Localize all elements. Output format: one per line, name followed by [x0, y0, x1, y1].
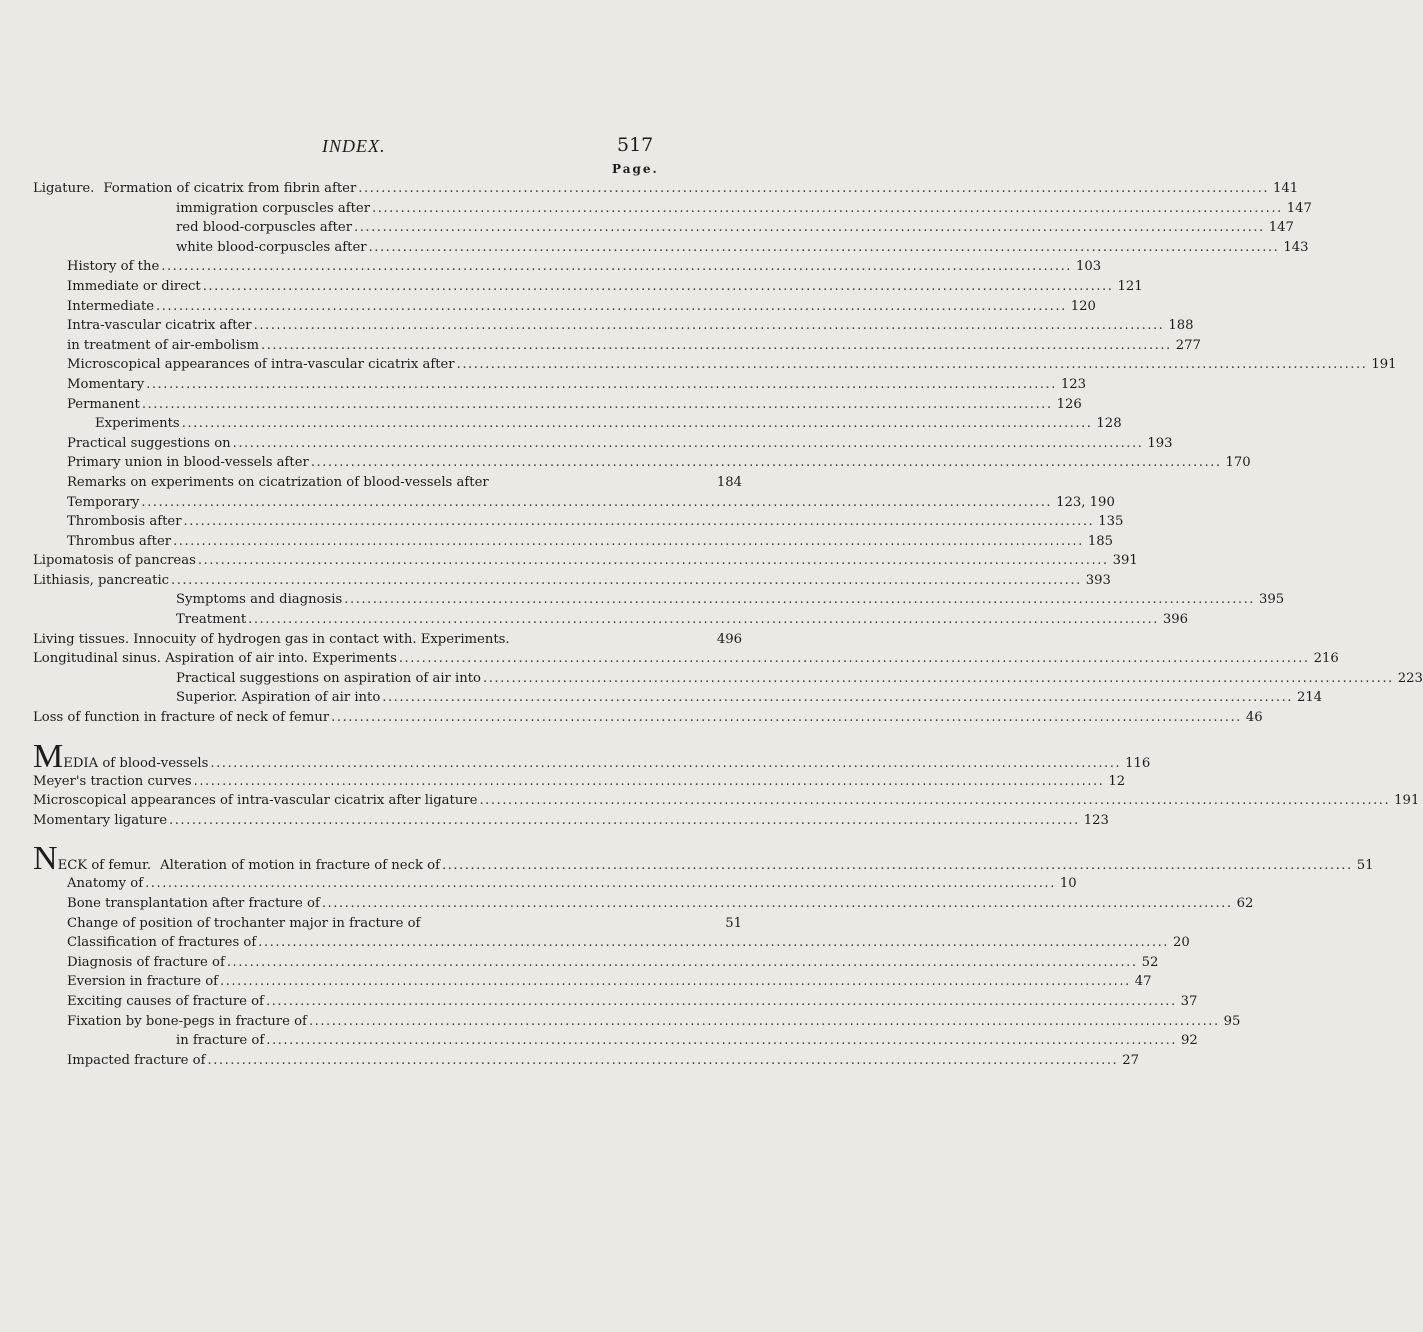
leader-dots: ................................................................................................................................................................ [265, 993, 1177, 1009]
leader-dots: ................................................................................................................................................................ [141, 494, 1053, 510]
index-entry [0, 876, 1077, 896]
index-entry [0, 475, 742, 495]
entry-heading: ECK of femur. [57, 858, 152, 874]
entry-text: Fixation by bone-pegs in fracture of [67, 1013, 307, 1029]
entry-text: Meyer's traction curves [33, 773, 192, 789]
entry-heading: Ligature. [33, 181, 95, 196]
index-entry [0, 318, 1194, 338]
index-entry [0, 494, 1115, 515]
entry-text: Momentary [67, 376, 145, 392]
entry-text: History of the [67, 259, 160, 275]
entry-page-number: 92 [1180, 1033, 1198, 1049]
entry-page-number: 103 [1076, 259, 1102, 275]
leader-dots: ................................................................................................................................................................ [220, 974, 1131, 990]
index-entry [0, 954, 1159, 975]
entry-page-number: 193 [1147, 435, 1173, 451]
leader-dots: ................................................................................................................................................................ [181, 416, 1093, 432]
leader-dots: ................................................................................................................................................................ [354, 220, 1265, 236]
index-entry [0, 200, 1312, 221]
entry-page-number: 143 [1283, 239, 1309, 255]
entry-text: in fracture of [176, 1033, 265, 1049]
index-entry [0, 690, 1323, 710]
index-entry [0, 812, 1109, 833]
entry-text: Microscopical appearances of intra-vascular cicatrix after [67, 357, 455, 373]
index-entry [0, 840, 1374, 878]
leader-dots: ................................................................................................................................................................ [372, 200, 1283, 216]
entry-page-number: 393 [1085, 572, 1111, 588]
leader-dots: ................................................................................................................................................................ [183, 514, 1095, 530]
leader-dots: ................................................................................................................................................................ [382, 690, 1293, 706]
leader-dots: ................................................................................................................................................................ [210, 755, 1122, 771]
entry-text: Lithiasis, pancreatic [33, 572, 170, 588]
entry-page-number: 62 [1236, 896, 1254, 911]
leader-dots: ................................................................................................................................................................ [146, 376, 1057, 392]
entry-page-number: 216 [1313, 651, 1339, 667]
leader-dots: ................................................................................................................................................................ [253, 318, 1165, 334]
leader-dots: ................................................................................................................................................................ [483, 670, 1394, 686]
entry-text: Change of position of trochanter major in fracture of [67, 915, 421, 931]
entry-page-number: 223 [1397, 670, 1423, 686]
index-entry [0, 793, 1420, 813]
entry-text: Alteration of motion in fracture of neck of [160, 858, 440, 874]
index-entry [0, 1052, 1139, 1073]
group-gap [0, 730, 800, 748]
entry-page-number: 10 [1059, 876, 1077, 892]
entry-page-number: 123 [1083, 812, 1109, 828]
page-number: 517 [617, 134, 654, 156]
entry-text: Living tissues. Innocuity of hydrogen gas in contact with. Experiments. [33, 631, 510, 647]
entry-text: Symptoms and diagnosis [176, 592, 343, 608]
entry-text: Immediate or direct [67, 278, 201, 294]
entry-page-number: 147 [1286, 200, 1312, 216]
entry-page-number: 396 [1162, 612, 1189, 628]
index-entry [0, 896, 1254, 916]
entry-text: Anatomy of [67, 876, 144, 892]
index-entry [0, 357, 1397, 377]
entry-page-number: 170 [1225, 455, 1251, 471]
index-entry [0, 553, 1138, 573]
entry-text: Thrombosis after [67, 514, 182, 530]
leader-dots: ................................................................................................................................................................ [308, 1013, 1220, 1029]
entry-page-number: 184 [716, 474, 742, 490]
entry-page-number: 391 [1112, 553, 1138, 569]
leader-dots: ................................................................................................................................................................ [310, 455, 1222, 471]
index-entry [0, 259, 1102, 279]
leader-dots: ................................................................................................................................................................ [169, 812, 1080, 828]
index-entry [0, 376, 1087, 397]
index-entry [0, 632, 742, 652]
index-entry [0, 572, 1111, 593]
leader-dots: ................................................................................................................................................................ [479, 793, 1391, 809]
entry-text: Lipomatosis of pancreas [33, 553, 196, 569]
drop-letter: M [33, 737, 64, 775]
entry-text: Temporary [67, 494, 140, 510]
entry-text: Diagnosis of fracture of [67, 954, 225, 970]
index-entry [0, 337, 1201, 358]
index-entry [0, 592, 1285, 612]
entry-text: Formation of cicatrix from fibrin after [103, 181, 357, 196]
group-gap [0, 832, 800, 850]
entry-text: Practical suggestions on aspiration of air into [176, 670, 481, 686]
index-entry [0, 773, 1126, 794]
index-entry [0, 935, 1190, 955]
leader-dots: ................................................................................................................................................................ [358, 181, 1270, 196]
entry-text: white blood-corpuscles after [176, 239, 367, 255]
leader-dots: ................................................................................................................................................................ [266, 1033, 1177, 1049]
leader-dots: ................................................................................................................................................................ [321, 896, 1233, 911]
entry-page-number: 20 [1172, 935, 1190, 951]
index-entry [0, 916, 742, 936]
entry-page-number: 496 [716, 631, 742, 647]
entry-page-number: 51 [725, 915, 742, 931]
entry-page-number: 121 [1117, 278, 1143, 294]
entry-text: Primary union in blood-vessels after [67, 455, 309, 471]
index-entry [0, 220, 1294, 240]
entry-page-number: 123, 190 [1056, 494, 1115, 510]
leader-dots: ................................................................................................................................................................ [248, 612, 1159, 628]
entry-text: Longitudinal sinus. Aspiration of air into. Experiments [33, 651, 397, 667]
leader-dots: ................................................................................................................................................................ [456, 357, 1368, 373]
entry-text: Permanent [67, 396, 140, 412]
entry-page-number: 214 [1297, 690, 1323, 706]
index-entry [0, 396, 1082, 417]
entry-text: Bone transplantation after fracture of [67, 896, 320, 911]
index-entry [0, 651, 1339, 671]
index-entry [0, 974, 1152, 994]
entry-page-number: 141 [1273, 181, 1299, 196]
index-entry [0, 514, 1124, 534]
index-entry [0, 455, 1251, 475]
index-entry [0, 435, 1173, 456]
index-entry [0, 1033, 1198, 1053]
entry-page-number: 51 [1356, 858, 1374, 874]
leader-dots: ................................................................................................................................................................ [344, 592, 1255, 608]
entry-page-number: 135 [1098, 514, 1124, 530]
entry-text: Exciting causes of fracture of [67, 993, 264, 1009]
entry-page-number: 128 [1096, 416, 1122, 432]
entry-page-number: 37 [1180, 993, 1198, 1009]
entry-page-number: 47 [1134, 974, 1152, 990]
leader-dots: ................................................................................................................................................................ [258, 935, 1169, 951]
leader-dots: ................................................................................................................................................................ [398, 651, 1310, 667]
entry-page-number: 120 [1070, 298, 1096, 314]
leader-dots: ................................................................................................................................................................ [232, 435, 1144, 451]
leader-dots: ................................................................................................................................................................ [441, 858, 1353, 874]
leader-dots: ................................................................................................................................................................ [226, 954, 1138, 970]
leader-dots: ................................................................................................................................................................ [207, 1052, 1119, 1068]
leader-dots: ................................................................................................................................................................ [202, 278, 1114, 294]
entry-text: EDIA of blood-vessels [63, 755, 209, 771]
entry-page-number: 147 [1268, 220, 1294, 236]
leader-dots: ................................................................................................................................................................ [368, 239, 1280, 255]
leader-dots: ................................................................................................................................................................ [171, 572, 1082, 588]
index-entry [0, 416, 1122, 436]
entry-page-number: 95 [1223, 1013, 1241, 1029]
index-entry [0, 1013, 1241, 1034]
entry-text: Thrombus after [67, 533, 172, 549]
entry-page-number: 52 [1141, 954, 1159, 970]
entry-text: Intermediate [67, 298, 155, 314]
leader-dots: ................................................................................................................................................................ [193, 773, 1105, 789]
index-entry [0, 993, 1198, 1014]
entry-page-number: 395 [1259, 592, 1285, 608]
page-column-label: Page. [612, 162, 659, 176]
entry-page-number: 123 [1060, 376, 1087, 392]
entry-text: Eversion in fracture of [67, 974, 219, 990]
index-entry [0, 737, 1151, 775]
entry-text: Impacted fracture of [67, 1052, 206, 1068]
entry-page-number: 185 [1087, 533, 1113, 549]
entry-page-number: 46 [1245, 710, 1263, 726]
entry-text: Loss of function in fracture of neck of femur [33, 710, 330, 726]
index-entry [0, 710, 1263, 730]
entry-page-number: 27 [1122, 1052, 1139, 1068]
entry-text: immigration corpuscles after [176, 200, 371, 216]
entry-text: Experiments [95, 416, 180, 432]
index-entry [0, 278, 1143, 299]
entry-text: Practical suggestions on [67, 435, 231, 451]
entry-page-number: 116 [1125, 755, 1151, 771]
entry-text: red blood-corpuscles after [176, 220, 353, 236]
entry-page-number: 188 [1168, 318, 1194, 334]
entry-text: Treatment [176, 612, 247, 628]
leader-dots: ................................................................................................................................................................ [331, 710, 1242, 726]
entry-text: Classification of fractures of [67, 935, 257, 951]
index-entry [0, 670, 1423, 691]
leader-dots: ................................................................................................................................................................ [156, 298, 1067, 314]
leader-dots: ................................................................................................................................................................ [173, 533, 1084, 549]
leader-dots: ................................................................................................................................................................ [261, 337, 1172, 353]
entry-page-number: 126 [1056, 396, 1082, 412]
entry-text: Momentary ligature [33, 812, 167, 828]
leader-dots: ................................................................................................................................................................ [161, 259, 1072, 275]
entry-text: Remarks on experiments on cicatrization of blood-vessels after [67, 474, 489, 490]
entry-text: Superior. Aspiration of air into [176, 690, 381, 706]
index-entry [0, 533, 1113, 554]
entry-text: Intra-vascular cicatrix after [67, 318, 252, 334]
entry-page-number: 191 [1394, 793, 1420, 809]
index-entry [0, 181, 1299, 201]
entry-page-number: 191 [1371, 357, 1397, 373]
index-entry [0, 298, 1096, 319]
entry-page-number: 12 [1108, 773, 1126, 789]
drop-letter: N [33, 840, 58, 878]
index-entries [0, 181, 1423, 1072]
entry-page-number: 277 [1175, 337, 1201, 353]
entry-text: Microscopical appearances of intra-vascular cicatrix after ligature [33, 793, 478, 809]
index-entry [0, 612, 1189, 632]
leader-dots: ................................................................................................................................................................ [141, 396, 1053, 412]
index-entry [0, 239, 1309, 260]
entry-text: in treatment of air-embolism [67, 337, 260, 353]
leader-dots: ................................................................................................................................................................ [145, 876, 1056, 892]
running-title: INDEX. [322, 136, 386, 156]
page-header [0, 136, 800, 160]
leader-dots: ................................................................................................................................................................ [197, 553, 1109, 569]
